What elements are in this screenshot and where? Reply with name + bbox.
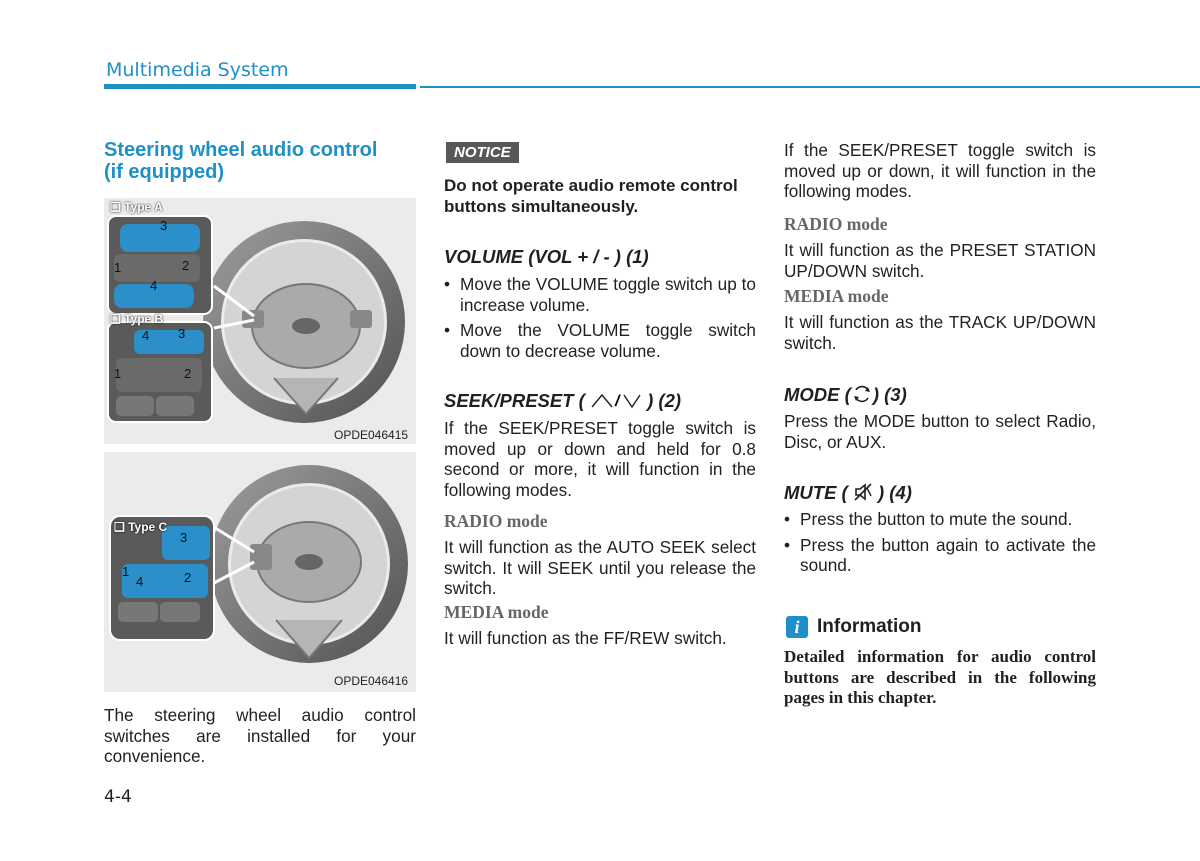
- header-section-title: Multimedia System: [106, 59, 289, 81]
- section-title: [104, 139, 424, 183]
- notice-text: Do not operate audio remote control buttons simultaneously.: [444, 176, 738, 216]
- page-number: 4-4: [104, 787, 132, 807]
- notice-badge: NOTICE: [446, 142, 519, 163]
- figure-code-2: OPDE046416: [334, 674, 409, 688]
- right-media-body: It will function as the TRACK UP/DOWN switch.: [784, 312, 1096, 353]
- steering-wheel-illustration-2: [104, 452, 416, 692]
- figure-type-c: [104, 452, 416, 692]
- callout-3c: 3: [180, 530, 188, 545]
- mute-bullets: [784, 509, 1096, 581]
- label-type-a: ❑ Type A: [110, 200, 163, 214]
- right-intro: If the SEEK/PRESET toggle switch is moved up or down, it will function in the following modes.: [784, 140, 1096, 201]
- callout-2c: 2: [184, 570, 192, 585]
- volume-heading: VOLUME (VOL + / - ) (1): [444, 246, 649, 267]
- seek-media-body: It will function as the FF/REW switch.: [444, 628, 727, 648]
- header-rule-thick: [104, 84, 416, 89]
- volume-bullet-2: • Move the VOLUME toggle switch down to decrease volume.: [444, 320, 756, 361]
- callout-3b: 3: [178, 326, 186, 341]
- info-title: Information: [817, 616, 922, 637]
- callout-4c: 4: [136, 574, 144, 589]
- right-radio-heading: RADIO mode: [784, 214, 888, 234]
- seek-body: If the SEEK/PRESET toggle switch is moved up or down and held for 0.8 second or more, it will function in the following modes.: [444, 418, 756, 500]
- right-media-heading: MEDIA mode: [784, 286, 889, 306]
- callout-4: 4: [150, 278, 158, 293]
- callout-4b: 4: [142, 328, 150, 343]
- hyundai-logo-icon: [292, 318, 320, 334]
- svg-text:/: /: [614, 393, 620, 409]
- seek-heading: SEEK/PRESET ( / ) (2): [444, 390, 682, 411]
- callout-1b: 1: [114, 366, 122, 381]
- mode-heading: MODE ( ) (3): [784, 384, 907, 405]
- callout-3: 3: [160, 218, 168, 233]
- right-radio-body: It will function as the PRESET STATION UP/DOWN switch.: [784, 240, 1096, 281]
- chevron-up-down-icon: [590, 391, 642, 409]
- info-icon: i: [786, 616, 808, 638]
- mode-body: Press the MODE button to select Radio, Disc, or AUX.: [784, 411, 1096, 452]
- seek-radio-body: It will function as the AUTO SEEK select switch. It will SEEK until you release the switch.: [444, 537, 756, 598]
- label-type-b: ❑ Type B: [110, 312, 164, 326]
- volume-bullets: [444, 274, 756, 366]
- label-type-c: ❑ Type C: [114, 520, 168, 534]
- mute-bullet-2: • Press the button again to activate the sound.: [784, 535, 1096, 576]
- section-title-line1: Steering wheel audio control: [104, 139, 378, 161]
- seek-media-heading: MEDIA mode: [444, 602, 549, 622]
- mute-bullet-1: • Press the button to mute the sound.: [784, 509, 1096, 530]
- caption-text: The steering wheel audio control switches are installed for your convenience.: [104, 705, 416, 766]
- seek-radio-heading: RADIO mode: [444, 511, 548, 531]
- mode-cycle-icon: [851, 384, 873, 404]
- hyundai-logo-icon-2: [295, 554, 323, 570]
- header-rule-thin: [420, 86, 1200, 88]
- mute-heading: MUTE ( ) (4): [784, 482, 912, 503]
- callout-2: 2: [182, 258, 190, 273]
- figure-code-1: OPDE046415: [334, 428, 409, 442]
- mute-icon: [853, 482, 873, 502]
- callout-2b: 2: [184, 366, 192, 381]
- section-title-line2: (if equipped): [104, 161, 224, 183]
- volume-bullet-1: • Move the VOLUME toggle switch up to increase volume.: [444, 274, 756, 315]
- figure-type-a-b: [104, 198, 416, 444]
- callout-1: 1: [114, 260, 122, 275]
- callout-1c: 1: [122, 564, 130, 579]
- info-body: Detailed information for audio control buttons are described in the following pages in this chapter.: [784, 647, 1096, 707]
